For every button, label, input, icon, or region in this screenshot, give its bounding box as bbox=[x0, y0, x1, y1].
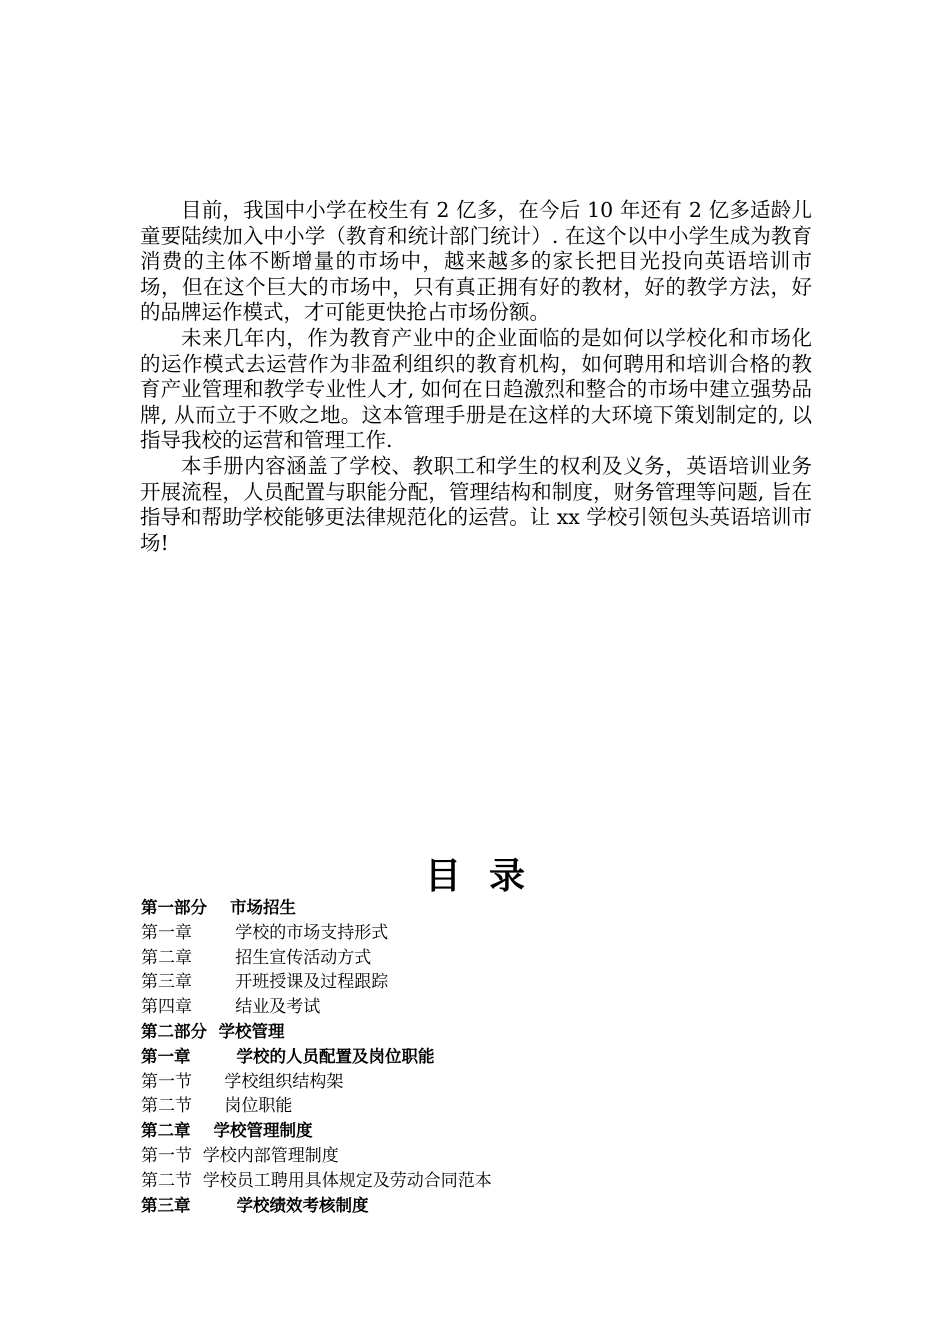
toc-entry: 第一部分 市场招生 bbox=[141, 898, 296, 917]
toc-entry: 第一章 学校的人员配置及岗位职能 bbox=[141, 1046, 435, 1066]
table-of-contents bbox=[141, 896, 841, 1218]
intro-paragraph-2: 未来几年内，作为教育产业中的企业面临的是如何以学校化和市场化的运作模式去运营作为非盈利组织的教育机构，如何聘用和培训合格的教育产业管理和教学专业性人才, 如何在日趋激烈和整合的市场中建立强势品牌, 从而立于不败之地。这本管理手册是在这样的大环境下策划制定的, 以指导我校的运营和管理工作. bbox=[140, 325, 812, 453]
toc-entry: 第二章 招生宣传活动方式 bbox=[141, 947, 372, 968]
toc-entry: 第二节 岗位职能 bbox=[141, 1096, 293, 1117]
toc-entry: 第二节 学校员工聘用具体规定及劳动合同范本 bbox=[141, 1170, 492, 1191]
toc-entry: 第一章 学校的市场支持形式 bbox=[141, 922, 389, 943]
toc-entry: 第一节 学校内部管理制度 bbox=[141, 1145, 339, 1166]
toc-title: 目录 bbox=[424, 855, 553, 897]
toc-entry: 第四章 结业及考试 bbox=[141, 997, 321, 1018]
intro-section bbox=[140, 198, 812, 556]
toc-entry: 第三章 学校绩效考核制度 bbox=[141, 1195, 369, 1215]
intro-paragraph-1: 目前，我国中小学在校生有 2 亿多，在今后 10 年还有 2 亿多适龄儿童要陆续加入中小学（教育和统计部门统计）. 在这个以中小学生成为教育消费的主体不断增量的市场中，越来越多的家长把目光投向英语培训市场，但在这个巨大的市场中，只有真正拥有好的教材，好的教学方法，好的品牌运作模式，才可能更快抢占市场份额。 bbox=[140, 198, 812, 325]
intro-paragraph-3: 本手册内容涵盖了学校、教职工和学生的权利及义务，英语培训业务开展流程，人员配置与职能分配，管理结构和制度，财务管理等问题, 旨在指导和帮助学校能够更法律规范化的运营。让 xx 学校引领包头英语培训市场! bbox=[140, 453, 812, 555]
toc-entry: 第一节 学校组织结构架 bbox=[141, 1071, 344, 1092]
toc-entry: 第二章 学校管理制度 bbox=[141, 1121, 313, 1141]
toc-entry: 第二部分 学校管理 bbox=[141, 1021, 285, 1041]
toc-entry: 第三章 开班授课及过程跟踪 bbox=[141, 972, 389, 993]
